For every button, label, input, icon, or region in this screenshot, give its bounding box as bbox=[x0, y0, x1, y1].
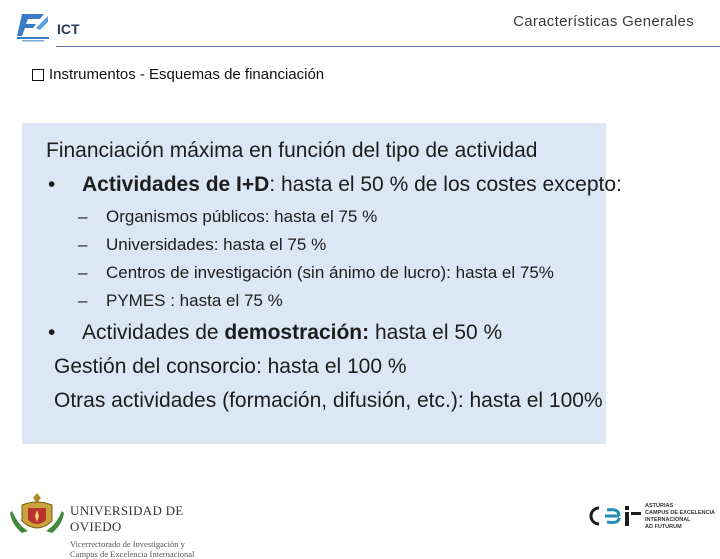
sub-item-text: PYMES : hasta el 75 % bbox=[106, 291, 283, 310]
sub-item-universities bbox=[78, 235, 326, 255]
slide-header bbox=[0, 0, 720, 48]
sub-item-public-bodies bbox=[78, 207, 377, 227]
bullet-demo-label: demostración: bbox=[224, 321, 370, 344]
sub-item-text: Centros de investigación (sin ánimo de lucro): hasta el 75% bbox=[106, 263, 554, 282]
sub-item-smes bbox=[78, 291, 283, 311]
university-branding bbox=[70, 503, 210, 559]
bullet-marker: • bbox=[48, 173, 56, 196]
funding-box bbox=[22, 123, 622, 444]
university-crest-icon bbox=[8, 491, 66, 537]
consortium-management-line: Gestión del consorcio: hasta el 100 % bbox=[54, 355, 407, 378]
bullet-rd-label: Actividades de I+D bbox=[82, 173, 270, 196]
bullet-rd-activities bbox=[48, 173, 622, 197]
university-subtitle-2: Campus de Excelencia Internacional bbox=[70, 549, 195, 559]
sub-item-text: Universidades: hasta el 75 % bbox=[106, 235, 327, 254]
cei-branding bbox=[645, 503, 719, 531]
section-heading bbox=[32, 66, 324, 83]
bullet-marker: • bbox=[48, 321, 56, 344]
dash-marker: – bbox=[78, 235, 88, 254]
sub-item-research-centres bbox=[78, 263, 554, 283]
dash-marker: – bbox=[78, 207, 88, 226]
bullet-demo-prefix: Actividades de bbox=[82, 321, 225, 344]
university-subtitle-1: Vicerrectorado de Investigación y bbox=[70, 539, 185, 549]
bullet-demo-text: hasta el 50 % bbox=[369, 321, 503, 344]
dash-marker: – bbox=[78, 291, 88, 310]
other-activities-line: Otras actividades (formación, difusión, etc.): hasta el 100% bbox=[54, 389, 603, 412]
checkbox-icon bbox=[32, 69, 44, 81]
page-title: Características Generales bbox=[513, 13, 694, 30]
sub-item-text: Organismos públicos: hasta el 75 % bbox=[106, 207, 378, 226]
cei-logo-icon bbox=[585, 504, 643, 528]
cei-line-3: INTERNACIONAL bbox=[645, 517, 691, 523]
section-heading-text: Instrumentos - Esquemas de financiación bbox=[49, 66, 325, 83]
bullet-rd-text: : hasta el 50 % de los costes excepto: bbox=[269, 173, 622, 196]
bullet-demonstration-activities bbox=[48, 321, 502, 345]
fp7-logo-icon bbox=[14, 10, 52, 44]
funding-heading: Financiación máxima en función del tipo de actividad bbox=[46, 139, 538, 162]
university-name: UNIVERSIDAD DE OVIEDO bbox=[70, 503, 184, 534]
cei-line-4: AD FUTURUM bbox=[645, 524, 682, 530]
cei-line-1: ASTURIAS bbox=[645, 503, 674, 509]
header-divider bbox=[56, 46, 720, 47]
dash-marker: – bbox=[78, 263, 88, 282]
section-label: ICT bbox=[57, 21, 80, 37]
cei-line-2: CAMPUS DE EXCELENCIA bbox=[645, 510, 715, 516]
